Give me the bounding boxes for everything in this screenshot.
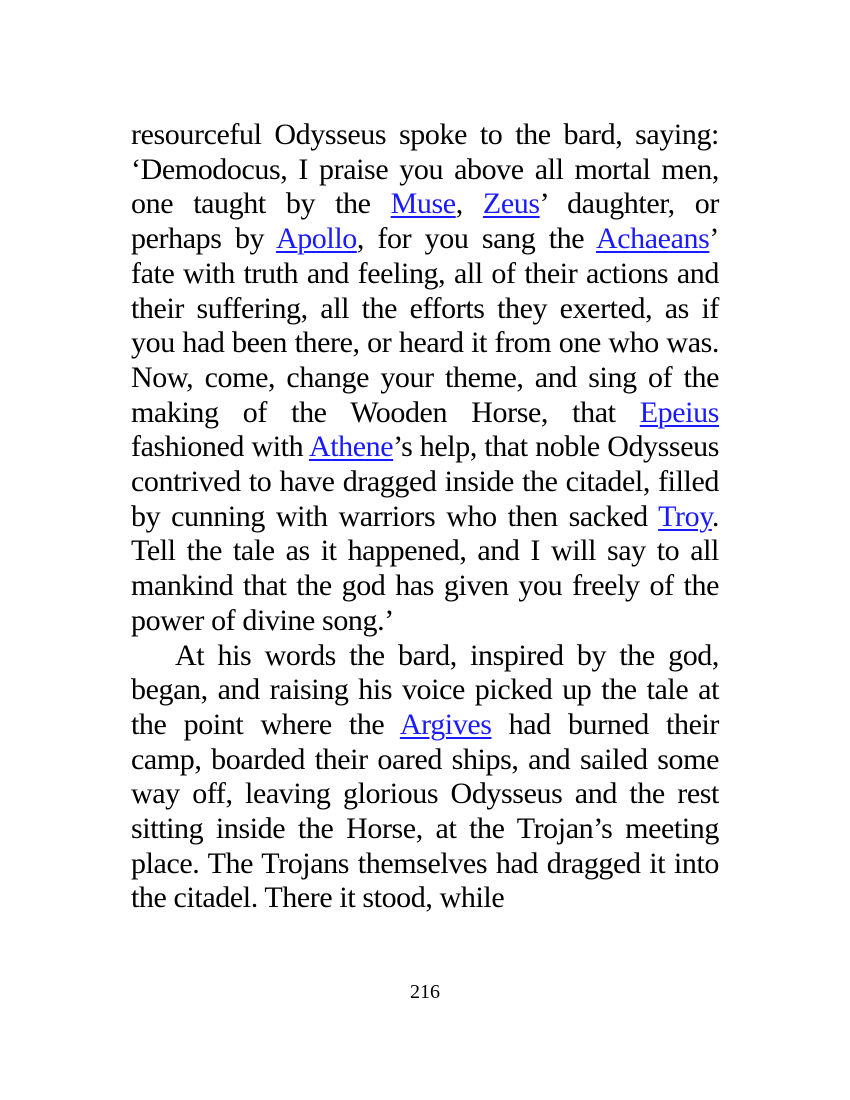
paragraph-text: ’s help, that noble Odysseus contrived to have dragged inside the citadel, filled by cunning with warriors who then sacked — [131, 430, 720, 533]
page-number: 216 — [410, 981, 440, 1003]
link-zeus[interactable]: Zeus — [482, 187, 540, 221]
paragraph-text: , — [455, 187, 483, 221]
link-troy[interactable]: Troy — [658, 499, 712, 533]
link-argives[interactable]: Argives — [399, 707, 492, 741]
paragraph — [131, 639, 719, 917]
link-apollo[interactable]: Apollo — [275, 222, 357, 256]
page-body — [131, 118, 719, 916]
paragraph-text: resourceful Odysseus spoke to the bard, saying: ‘Demodocus, I praise you above all mortal men, one taught by the — [131, 118, 719, 221]
paragraph-text: fashioned with — [131, 430, 309, 464]
paragraph-text: At his words the bard, inspired by the god, began, and raising his voice picked up the tale at the point where the — [131, 638, 719, 741]
paragraph-text: had burned their camp, boarded their oared ships, and sailed some way off, leaving glorious Odysseus and the rest sitting inside the Horse, at the Trojan’s meeting place. The Trojans themselves had dragged it into the citadel. There it stood, while — [131, 707, 720, 915]
link-athene[interactable]: Athene — [308, 430, 394, 464]
paragraph-text: , for you sang the — [356, 222, 596, 256]
link-achaeans[interactable]: Achaeans — [595, 222, 710, 256]
link-muse[interactable]: Muse — [390, 187, 456, 221]
paragraph-text: ’ fate with truth and feeling, all of their actions and their suffering, all the efforts they exerted, as if you had been there, or heard it from one who was. Now, come, change your theme, and sing of the making of the Wooden Horse, that — [131, 222, 719, 429]
paragraph-text: . Tell the tale as it happened, and I will say to all mankind that the god has given you freely of the power of divine song.’ — [131, 499, 719, 637]
paragraph — [131, 118, 719, 639]
link-epeius[interactable]: Epeius — [639, 395, 719, 429]
paragraph-text: ’ daughter, or perhaps by — [131, 187, 719, 256]
